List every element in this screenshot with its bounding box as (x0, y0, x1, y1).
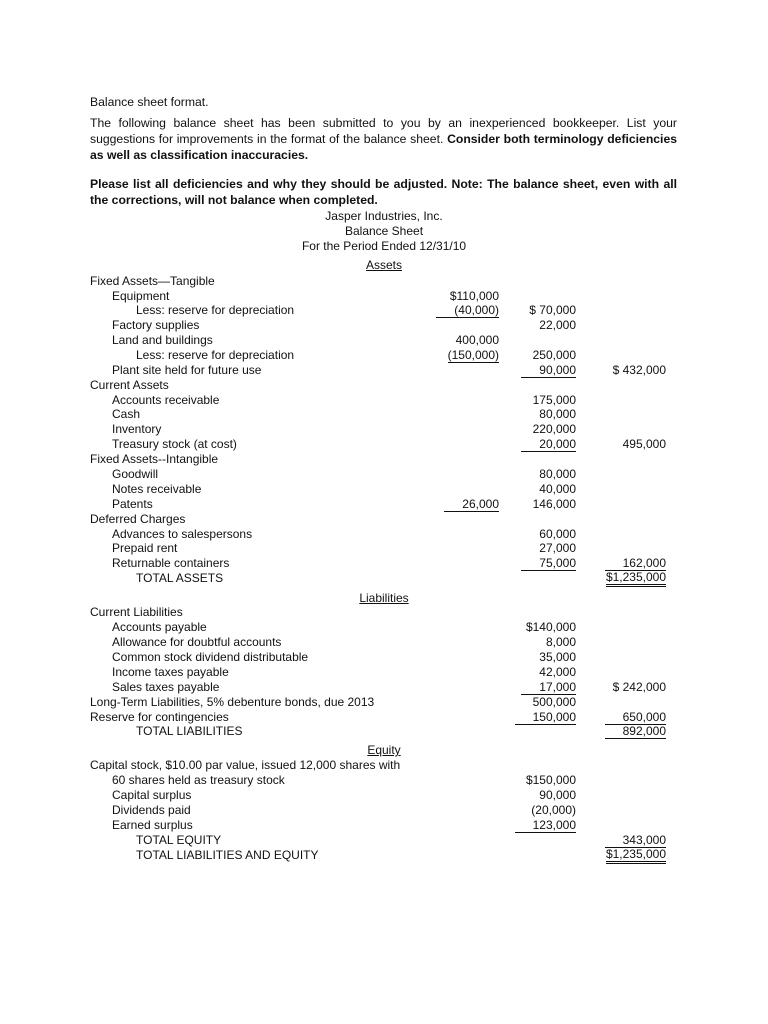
total-assets-label: TOTAL ASSETS (136, 571, 224, 585)
row-label: Accounts payable (112, 620, 207, 634)
balance-row (0, 724, 768, 739)
row-label: Patents (112, 497, 153, 511)
balance-row (0, 710, 768, 725)
row-label: Treasury stock (at cost) (112, 437, 237, 451)
balance-row (0, 695, 768, 710)
amount: 80,000 (539, 407, 576, 421)
row-label: Income taxes payable (112, 665, 229, 679)
intro-paragraph-bold: Consider both terminology deficiencies as well as classification inaccuracies. (90, 132, 677, 162)
row-label: Long-Term Liabilities, 5% debenture bonds, due 2013 (90, 695, 375, 709)
balance-row (0, 437, 768, 452)
amount: 123,000 (515, 818, 576, 833)
balance-row (0, 497, 768, 512)
row-label: Less: reserve for depreciation (136, 303, 295, 317)
amount: 35,000 (539, 650, 576, 664)
company-name: Jasper Industries, Inc. (325, 209, 443, 223)
amount: 20,000 (521, 437, 576, 452)
row-label: Sales taxes payable (112, 680, 220, 694)
liabilities-heading: Liabilities (359, 591, 409, 605)
row-label: Less: reserve for depreciation (136, 348, 295, 362)
subtotal: 162,000 (605, 556, 666, 571)
subtotal: $ 242,000 (612, 680, 666, 694)
row-label: Returnable containers (112, 556, 230, 570)
balance-row (0, 788, 768, 803)
row-label: 60 shares held as treasury stock (112, 773, 285, 787)
amount: 175,000 (532, 393, 576, 407)
sheet-period: For the Period Ended 12/31/10 (301, 239, 467, 253)
row-label: Prepaid rent (112, 541, 178, 555)
subtotal: 495,000 (622, 437, 666, 451)
section-label-deferred: Deferred Charges (90, 512, 186, 526)
section-label-current-liabilities: Current Liabilities (90, 605, 183, 619)
balance-row (0, 393, 768, 408)
amount: 26,000 (444, 497, 499, 512)
amount: 400,000 (455, 333, 499, 347)
total-assets-amount: $1,235,000 (606, 571, 666, 587)
amount: 40,000 (539, 482, 576, 496)
amount: (150,000) (447, 348, 499, 362)
total-liabilities-label: TOTAL LIABILITIES (136, 724, 243, 738)
assets-heading: Assets (365, 258, 402, 272)
amount: 42,000 (539, 665, 576, 679)
balance-row (0, 527, 768, 542)
row-label: Advances to salespersons (112, 527, 253, 541)
balance-row (0, 773, 768, 788)
balance-row (0, 620, 768, 635)
balance-row (0, 333, 768, 348)
row-label: Capital surplus (112, 788, 192, 802)
balance-row (0, 848, 768, 863)
amount: $110,000 (449, 289, 499, 303)
balance-row (0, 635, 768, 650)
row-label: Cash (112, 407, 141, 421)
balance-row (0, 571, 768, 586)
balance-row (0, 541, 768, 556)
balance-row (0, 605, 768, 620)
row-label: Common stock dividend distributable (112, 650, 309, 664)
amount: 220,000 (532, 422, 576, 436)
row-label: Capital stock, $10.00 par value, issued 12,000 shares with (90, 758, 401, 772)
total-equity-amount: 343,000 (605, 833, 666, 848)
section-label-fixed-tangible: Fixed Assets—Tangible (90, 274, 215, 288)
row-label: Allowance for doubtful accounts (112, 635, 282, 649)
balance-row (0, 467, 768, 482)
intro-paragraph (90, 115, 677, 163)
amount: 75,000 (521, 556, 576, 571)
subtotal: 650,000 (605, 710, 666, 725)
balance-row (0, 303, 768, 318)
amount: 17,000 (521, 680, 576, 695)
row-label: Notes receivable (112, 482, 202, 496)
amount: 8,000 (545, 635, 576, 649)
balance-row (0, 650, 768, 665)
row-label: Goodwill (112, 467, 159, 481)
amount: 90,000 (539, 788, 576, 802)
balance-row (0, 680, 768, 695)
balance-row (0, 274, 768, 289)
amount: 60,000 (539, 527, 576, 541)
balance-row (0, 452, 768, 467)
amount: 250,000 (532, 348, 576, 362)
amount: 150,000 (515, 710, 576, 725)
balance-row (0, 348, 768, 363)
balance-row (0, 289, 768, 304)
balance-row (0, 378, 768, 393)
row-label: Accounts receivable (112, 393, 220, 407)
amount: $ 70,000 (529, 303, 576, 317)
row-label: Equipment (112, 289, 170, 303)
balance-row (0, 482, 768, 497)
row-label: Earned surplus (112, 818, 193, 832)
row-label: Plant site held for future use (112, 363, 262, 377)
amount: $150,000 (525, 773, 576, 787)
total-liabilities-equity-label: TOTAL LIABILITIES AND EQUITY (136, 848, 319, 862)
balance-row (0, 665, 768, 680)
balance-row (0, 556, 768, 571)
balance-row (0, 422, 768, 437)
sheet-title: Balance Sheet (344, 224, 424, 238)
row-label: Factory supplies (112, 318, 200, 332)
amount: 27,000 (539, 541, 576, 555)
row-label: Land and buildings (112, 333, 213, 347)
amount: 80,000 (539, 467, 576, 481)
subtotal: $ 432,000 (612, 363, 666, 377)
amount: 22,000 (539, 318, 576, 332)
row-label: Inventory (112, 422, 162, 436)
balance-row (0, 363, 768, 378)
row-label: Dividends paid (112, 803, 191, 817)
balance-row (0, 818, 768, 833)
amount: $140,000 (525, 620, 576, 634)
balance-row (0, 318, 768, 333)
balance-row (0, 833, 768, 848)
balance-row (0, 512, 768, 527)
section-label-fixed-intangible: Fixed Assets--Intangible (90, 452, 219, 466)
intro-heading: Balance sheet format. (90, 95, 209, 109)
total-equity-label: TOTAL EQUITY (136, 833, 222, 847)
instruction-text: Please list all deficiencies and why they should be adjusted. Note: The balance sheet, even with all the corrections, will not balance when completed. (90, 177, 677, 207)
amount: 146,000 (532, 497, 576, 511)
amount: (40,000) (436, 303, 499, 318)
amount: 90,000 (521, 363, 576, 378)
section-label-current-assets: Current Assets (90, 378, 169, 392)
intro-paragraph-text: The following balance sheet has been submitted to you by an inexperienced bookkeeper. List your suggestions for improvements in the format of the balance sheet. (90, 116, 677, 146)
row-label: Reserve for contingencies (90, 710, 229, 724)
amount: 500,000 (532, 695, 576, 709)
balance-row (0, 758, 768, 773)
total-liabilities-equity-amount: $1,235,000 (606, 848, 666, 864)
equity-heading: Equity (367, 743, 401, 757)
balance-row (0, 407, 768, 422)
balance-row (0, 803, 768, 818)
total-liabilities-amount: 892,000 (605, 724, 666, 739)
amount: (20,000) (531, 803, 576, 817)
